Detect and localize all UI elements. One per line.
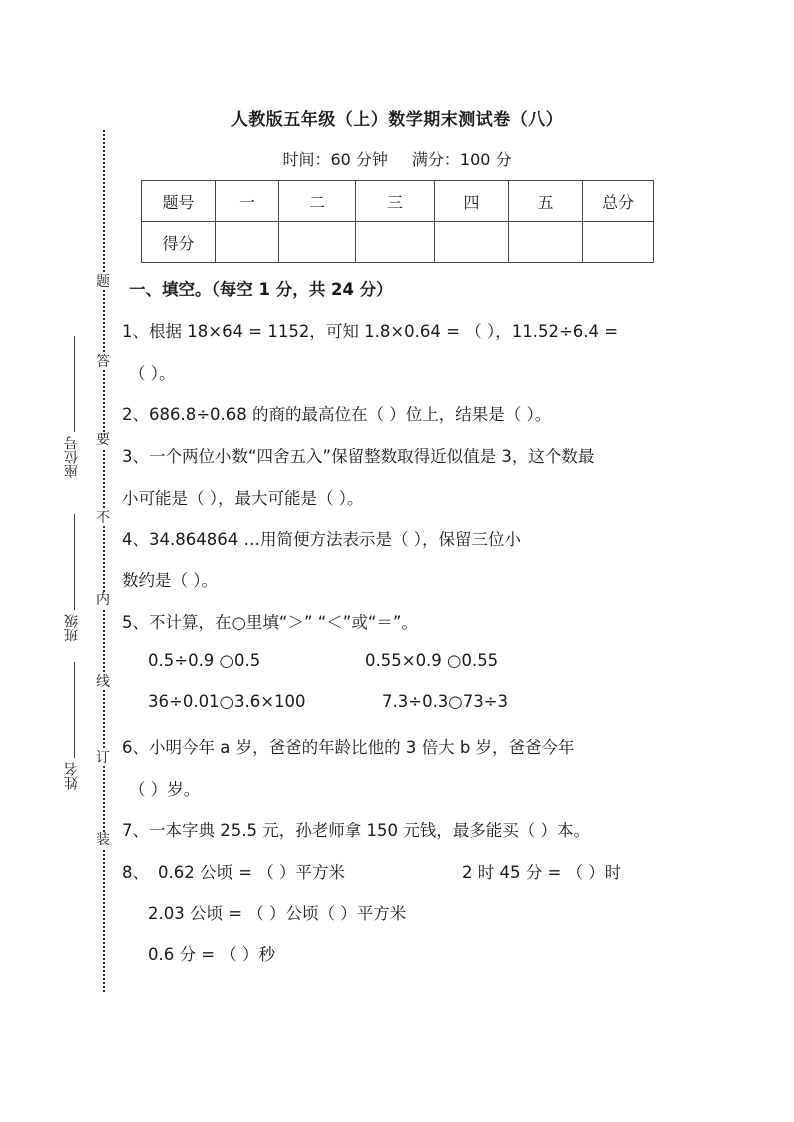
question-4-line-1: 4、34.864864 …用简便方法表示是（ ），保留三位小 <box>122 530 521 549</box>
name-label: 姓名 <box>64 762 80 790</box>
question-5-item-1: 0.5÷0.9 ○0.5 <box>148 651 261 670</box>
margin-char-ti: 题 <box>92 274 114 290</box>
class-field <box>64 512 84 642</box>
question-3-line-1: 3、一个两位小数“四舍五入”保留整数取得近似值是 3，这个数最 <box>122 447 595 466</box>
score-row-label: 得分 <box>142 222 216 263</box>
name-field <box>64 660 84 790</box>
question-5-item-2: 0.55×0.9 ○0.55 <box>365 651 499 670</box>
exam-info <box>0 147 794 170</box>
question-3-line-2: 小可能是（ ），最大可能是（ ）。 <box>122 489 364 508</box>
question-1-line-1: 1、根据 18×64 = 1152，可知 1.8×0.64 = （ ），11.52÷6.4 = <box>122 322 619 341</box>
binding-dotted-line <box>103 130 105 992</box>
question-5-item-4: 7.3÷0.3○73÷3 <box>382 692 509 711</box>
full-score: 满分：100 分 <box>411 150 512 169</box>
header-part-2: 二 <box>279 181 356 222</box>
seat-number-label: 座位号 <box>64 436 80 478</box>
score-cell-5[interactable] <box>509 222 583 263</box>
header-part-4: 四 <box>435 181 509 222</box>
header-part-5: 五 <box>509 181 583 222</box>
question-8-item-1: 0.62 公顷 = （ ）平方米 <box>158 863 346 882</box>
name-underline <box>74 662 75 758</box>
question-8-item-2: 2 时 45 分 = （ ）时 <box>462 863 622 882</box>
margin-char-bu: 不 <box>92 510 114 526</box>
margin-char-nei: 内 <box>92 592 114 608</box>
header-part-3: 三 <box>356 181 435 222</box>
question-8-item-4: 0.6 分 = （ ）秒 <box>148 945 276 964</box>
score-table-score-row <box>142 222 654 263</box>
score-cell-1[interactable] <box>216 222 279 263</box>
section-1-heading: 一、填空。（每空 1 分，共 24 分） <box>129 280 393 299</box>
margin-char-da: 答 <box>92 354 114 370</box>
class-label: 班级 <box>64 614 80 642</box>
margin-char-zhuang: 装 <box>92 832 114 848</box>
score-cell-3[interactable] <box>356 222 435 263</box>
question-6-line-2: （ ）岁。 <box>129 780 201 799</box>
question-1-line-2: （ ）。 <box>129 364 176 383</box>
question-2: 2、686.8÷0.68 的商的最高位在（ ）位上，结果是（ ）。 <box>122 405 552 424</box>
question-4-line-2: 数约是（ ）。 <box>122 571 218 590</box>
header-question-number: 题号 <box>142 181 216 222</box>
question-7: 7、一本字典 25.5 元，孙老师拿 150 元钱，最多能买（ ）本。 <box>122 821 590 840</box>
score-cell-4[interactable] <box>435 222 509 263</box>
question-5: 5、不计算，在○里填“＞” “＜”或“＝”。 <box>122 613 418 632</box>
header-part-1: 一 <box>216 181 279 222</box>
score-cell-2[interactable] <box>279 222 356 263</box>
page-title: 人教版五年级（上）数学期末测试卷（八） <box>230 110 564 130</box>
question-6-line-1: 6、小明今年 a 岁，爸爸的年龄比他的 3 倍大 b 岁，爸爸今年 <box>122 738 575 757</box>
score-table <box>141 180 654 263</box>
margin-char-xian: 线 <box>92 674 114 690</box>
class-underline <box>74 514 75 610</box>
question-8-prefix: 8、 <box>122 863 149 882</box>
question-8-item-3: 2.03 公顷 = （ ）公顷（ ）平方米 <box>148 904 407 923</box>
margin-char-ding: 订 <box>92 750 114 766</box>
seat-number-underline <box>74 336 75 432</box>
margin-char-yao: 要 <box>92 432 114 448</box>
score-cell-total[interactable] <box>583 222 654 263</box>
question-5-item-3: 36÷0.01○3.6×100 <box>148 692 306 711</box>
header-total: 总分 <box>583 181 654 222</box>
score-table-header-row <box>142 181 654 222</box>
seat-number-field <box>64 334 84 478</box>
time-limit: 时间：60 分钟 <box>282 150 388 169</box>
